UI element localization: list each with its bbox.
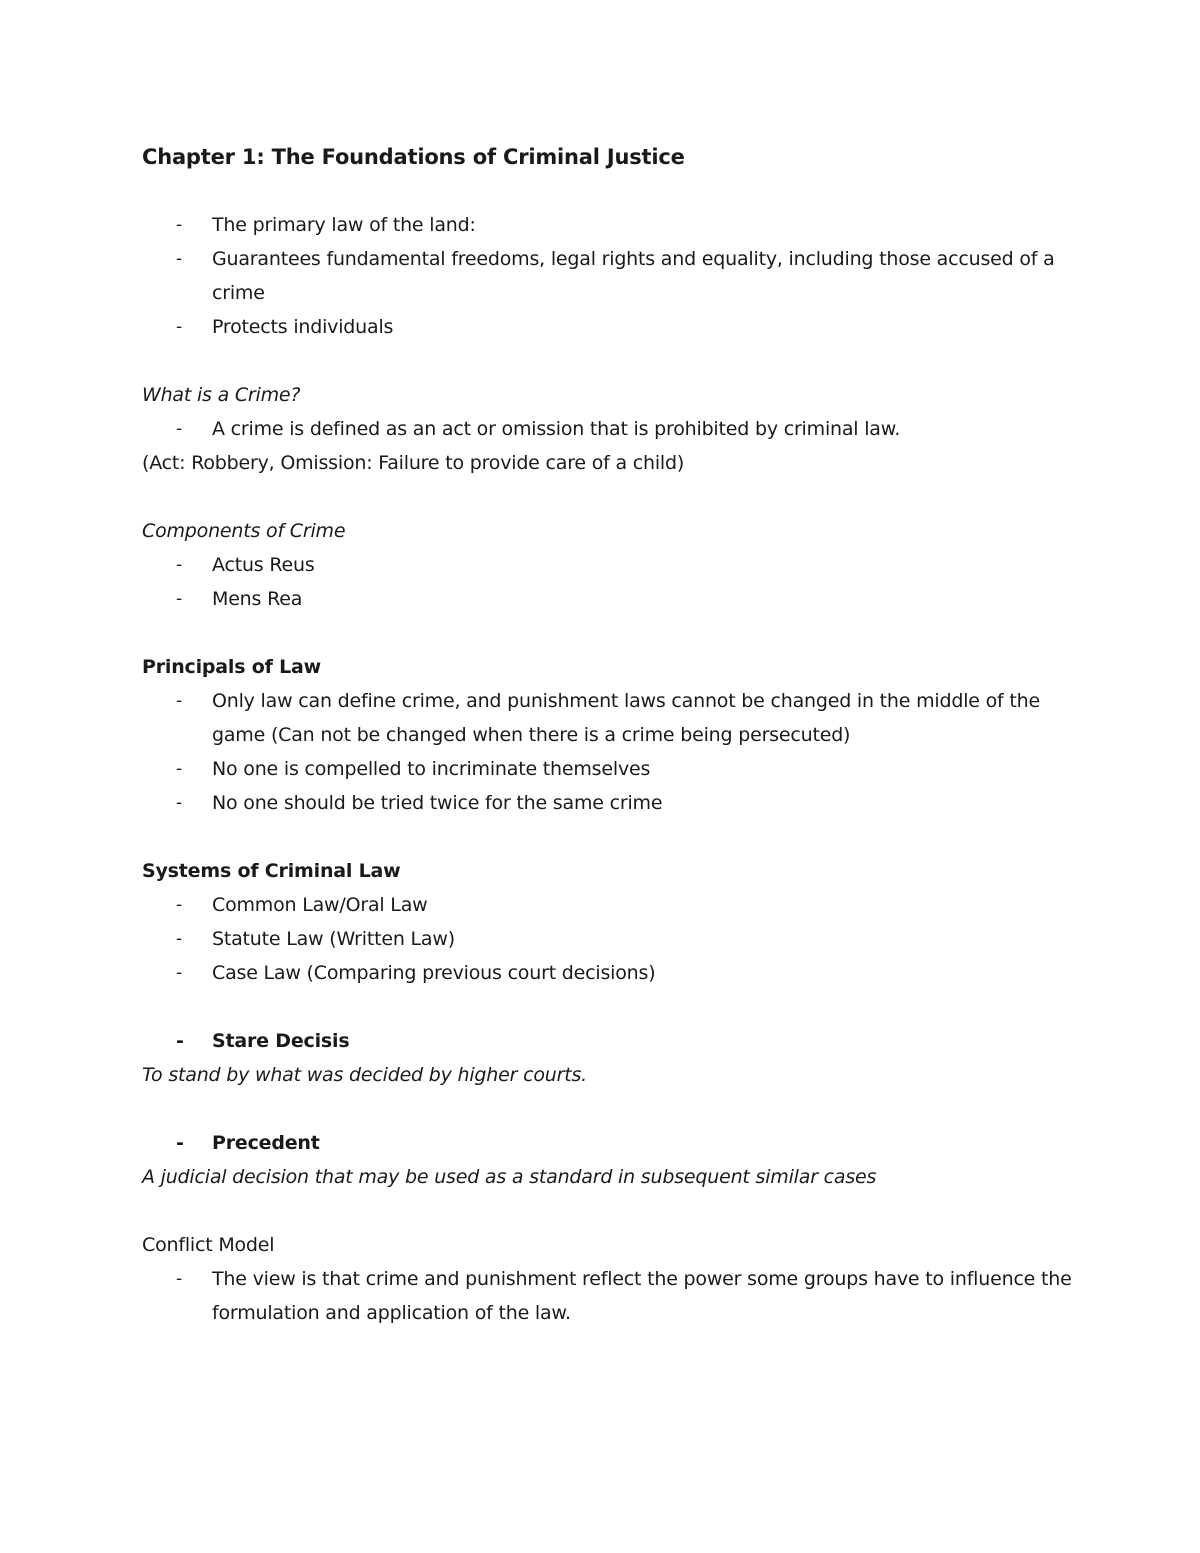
spacer — [142, 174, 1082, 208]
dash-bullet: - — [176, 759, 182, 779]
crime-example-note: (Act: Robbery, Omission: Failure to provide care of a child) — [142, 452, 685, 474]
crime-definition-list — [142, 412, 1082, 446]
section-heading-what-is-crime: What is a Crime? — [142, 384, 301, 406]
components-list — [142, 548, 1082, 616]
principals-list — [142, 684, 1082, 820]
document-page — [142, 140, 1082, 1330]
dash-bullet: - — [176, 1132, 184, 1154]
section-heading-principals: Principals of Law — [142, 656, 321, 678]
dash-bullet: - — [176, 555, 182, 575]
systems-list — [142, 888, 1082, 990]
stare-decisis-term: - Stare Decisis — [142, 1024, 1082, 1058]
conflict-model-list — [142, 1262, 1082, 1330]
dash-bullet: - — [176, 249, 182, 269]
list-item: - Actus Reus — [142, 548, 1082, 582]
stare-decisis-definition: To stand by what was decided by higher courts. — [142, 1064, 587, 1086]
precedent-definition: A judicial decision that may be used as a standard in subsequent similar cases — [142, 1166, 877, 1188]
dash-bullet: - — [176, 317, 182, 337]
precedent-term: - Precedent — [142, 1126, 1082, 1160]
list-item: - No one should be tried twice for the same crime — [142, 786, 1082, 820]
dash-bullet: - — [176, 691, 182, 711]
spacer — [142, 480, 1082, 514]
list-item: - No one is compelled to incriminate themselves — [142, 752, 1082, 786]
list-item: - The view is that crime and punishment reflect the power some groups have to influence the formulation and application of the law. — [142, 1262, 1082, 1330]
section-heading-conflict-model: Conflict Model — [142, 1234, 275, 1256]
list-item: - A crime is defined as an act or omission that is prohibited by criminal law. — [142, 412, 1082, 446]
section-heading-systems: Systems of Criminal Law — [142, 860, 401, 882]
section-heading-components: Components of Crime — [142, 520, 346, 542]
spacer — [142, 1092, 1082, 1126]
list-item: - The primary law of the land: — [142, 208, 1082, 242]
dash-bullet: - — [176, 793, 182, 813]
dash-bullet: - — [176, 215, 182, 235]
dash-bullet: - — [176, 929, 182, 949]
spacer — [142, 820, 1082, 854]
dash-bullet: - — [176, 419, 182, 439]
spacer — [142, 990, 1082, 1024]
dash-bullet: - — [176, 963, 182, 983]
dash-bullet: - — [176, 1269, 182, 1289]
spacer — [142, 344, 1082, 378]
dash-bullet: - — [176, 895, 182, 915]
list-item: - Only law can define crime, and punishment laws cannot be changed in the middle of the game (Can not be changed when there is a crime being persecuted) — [142, 684, 1082, 752]
list-item: - Common Law/Oral Law — [142, 888, 1082, 922]
intro-list — [142, 208, 1082, 344]
dash-bullet: - — [176, 589, 182, 609]
list-item: - Protects individuals — [142, 310, 1082, 344]
list-item: - Mens Rea — [142, 582, 1082, 616]
spacer — [142, 616, 1082, 650]
list-item: - Case Law (Comparing previous court decisions) — [142, 956, 1082, 990]
list-item: - Statute Law (Written Law) — [142, 922, 1082, 956]
page-title: Chapter 1: The Foundations of Criminal Justice — [142, 145, 685, 169]
dash-bullet: - — [176, 1030, 184, 1052]
spacer — [142, 1194, 1082, 1228]
list-item: - Guarantees fundamental freedoms, legal rights and equality, including those accused of a crime — [142, 242, 1082, 310]
